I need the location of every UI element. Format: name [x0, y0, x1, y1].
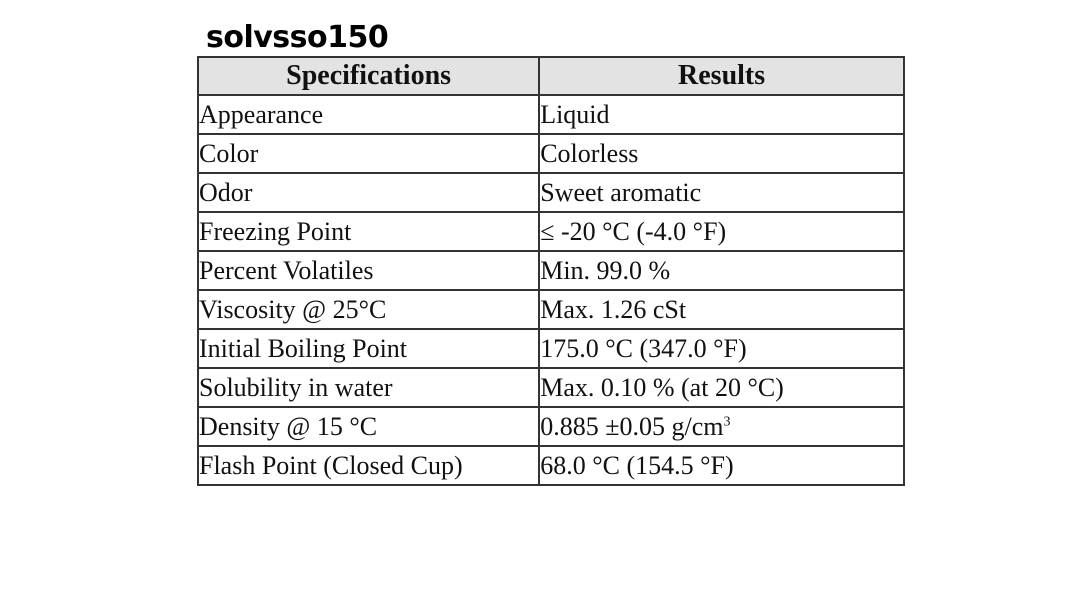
spec-result-cell: Liquid — [539, 95, 904, 134]
cubed-superscript: 3 — [723, 413, 731, 429]
table-row — [198, 173, 904, 212]
column-header-results: Results — [539, 57, 904, 95]
spec-name-cell: Viscosity @ 25°C — [198, 290, 539, 329]
table-row — [198, 329, 904, 368]
spec-name-cell: Initial Boiling Point — [198, 329, 539, 368]
page-title: solvsso150 — [206, 20, 389, 55]
table-row — [198, 368, 904, 407]
table-row — [198, 134, 904, 173]
column-header-specifications: Specifications — [198, 57, 539, 95]
spec-result-cell — [539, 407, 904, 446]
spec-name-cell: Freezing Point — [198, 212, 539, 251]
table-row — [198, 446, 904, 485]
spec-name-cell: Solubility in water — [198, 368, 539, 407]
table-row — [198, 212, 904, 251]
table-row — [198, 290, 904, 329]
spec-result-cell: Min. 99.0 % — [539, 251, 904, 290]
spec-name-cell: Odor — [198, 173, 539, 212]
specifications-table — [197, 56, 905, 486]
spec-name-cell: Appearance — [198, 95, 539, 134]
spec-result-cell: 68.0 °C (154.5 °F) — [539, 446, 904, 485]
spec-result-cell: ≤ -20 °C (-4.0 °F) — [539, 212, 904, 251]
table-row — [198, 95, 904, 134]
spec-result-cell: Sweet aromatic — [539, 173, 904, 212]
spec-name-cell: Flash Point (Closed Cup) — [198, 446, 539, 485]
spec-result-cell: Max. 1.26 cSt — [539, 290, 904, 329]
spec-name-cell: Density @ 15 °C — [198, 407, 539, 446]
spec-name-cell: Color — [198, 134, 539, 173]
spec-name-cell: Percent Volatiles — [198, 251, 539, 290]
table-row — [198, 251, 904, 290]
table-header-row — [198, 57, 904, 95]
density-value: 0.885 ±0.05 g/cm — [540, 411, 724, 441]
spec-result-cell: Max. 0.10 % (at 20 °C) — [539, 368, 904, 407]
spec-result-cell: Colorless — [539, 134, 904, 173]
table-row — [198, 407, 904, 446]
spec-result-cell: 175.0 °C (347.0 °F) — [539, 329, 904, 368]
